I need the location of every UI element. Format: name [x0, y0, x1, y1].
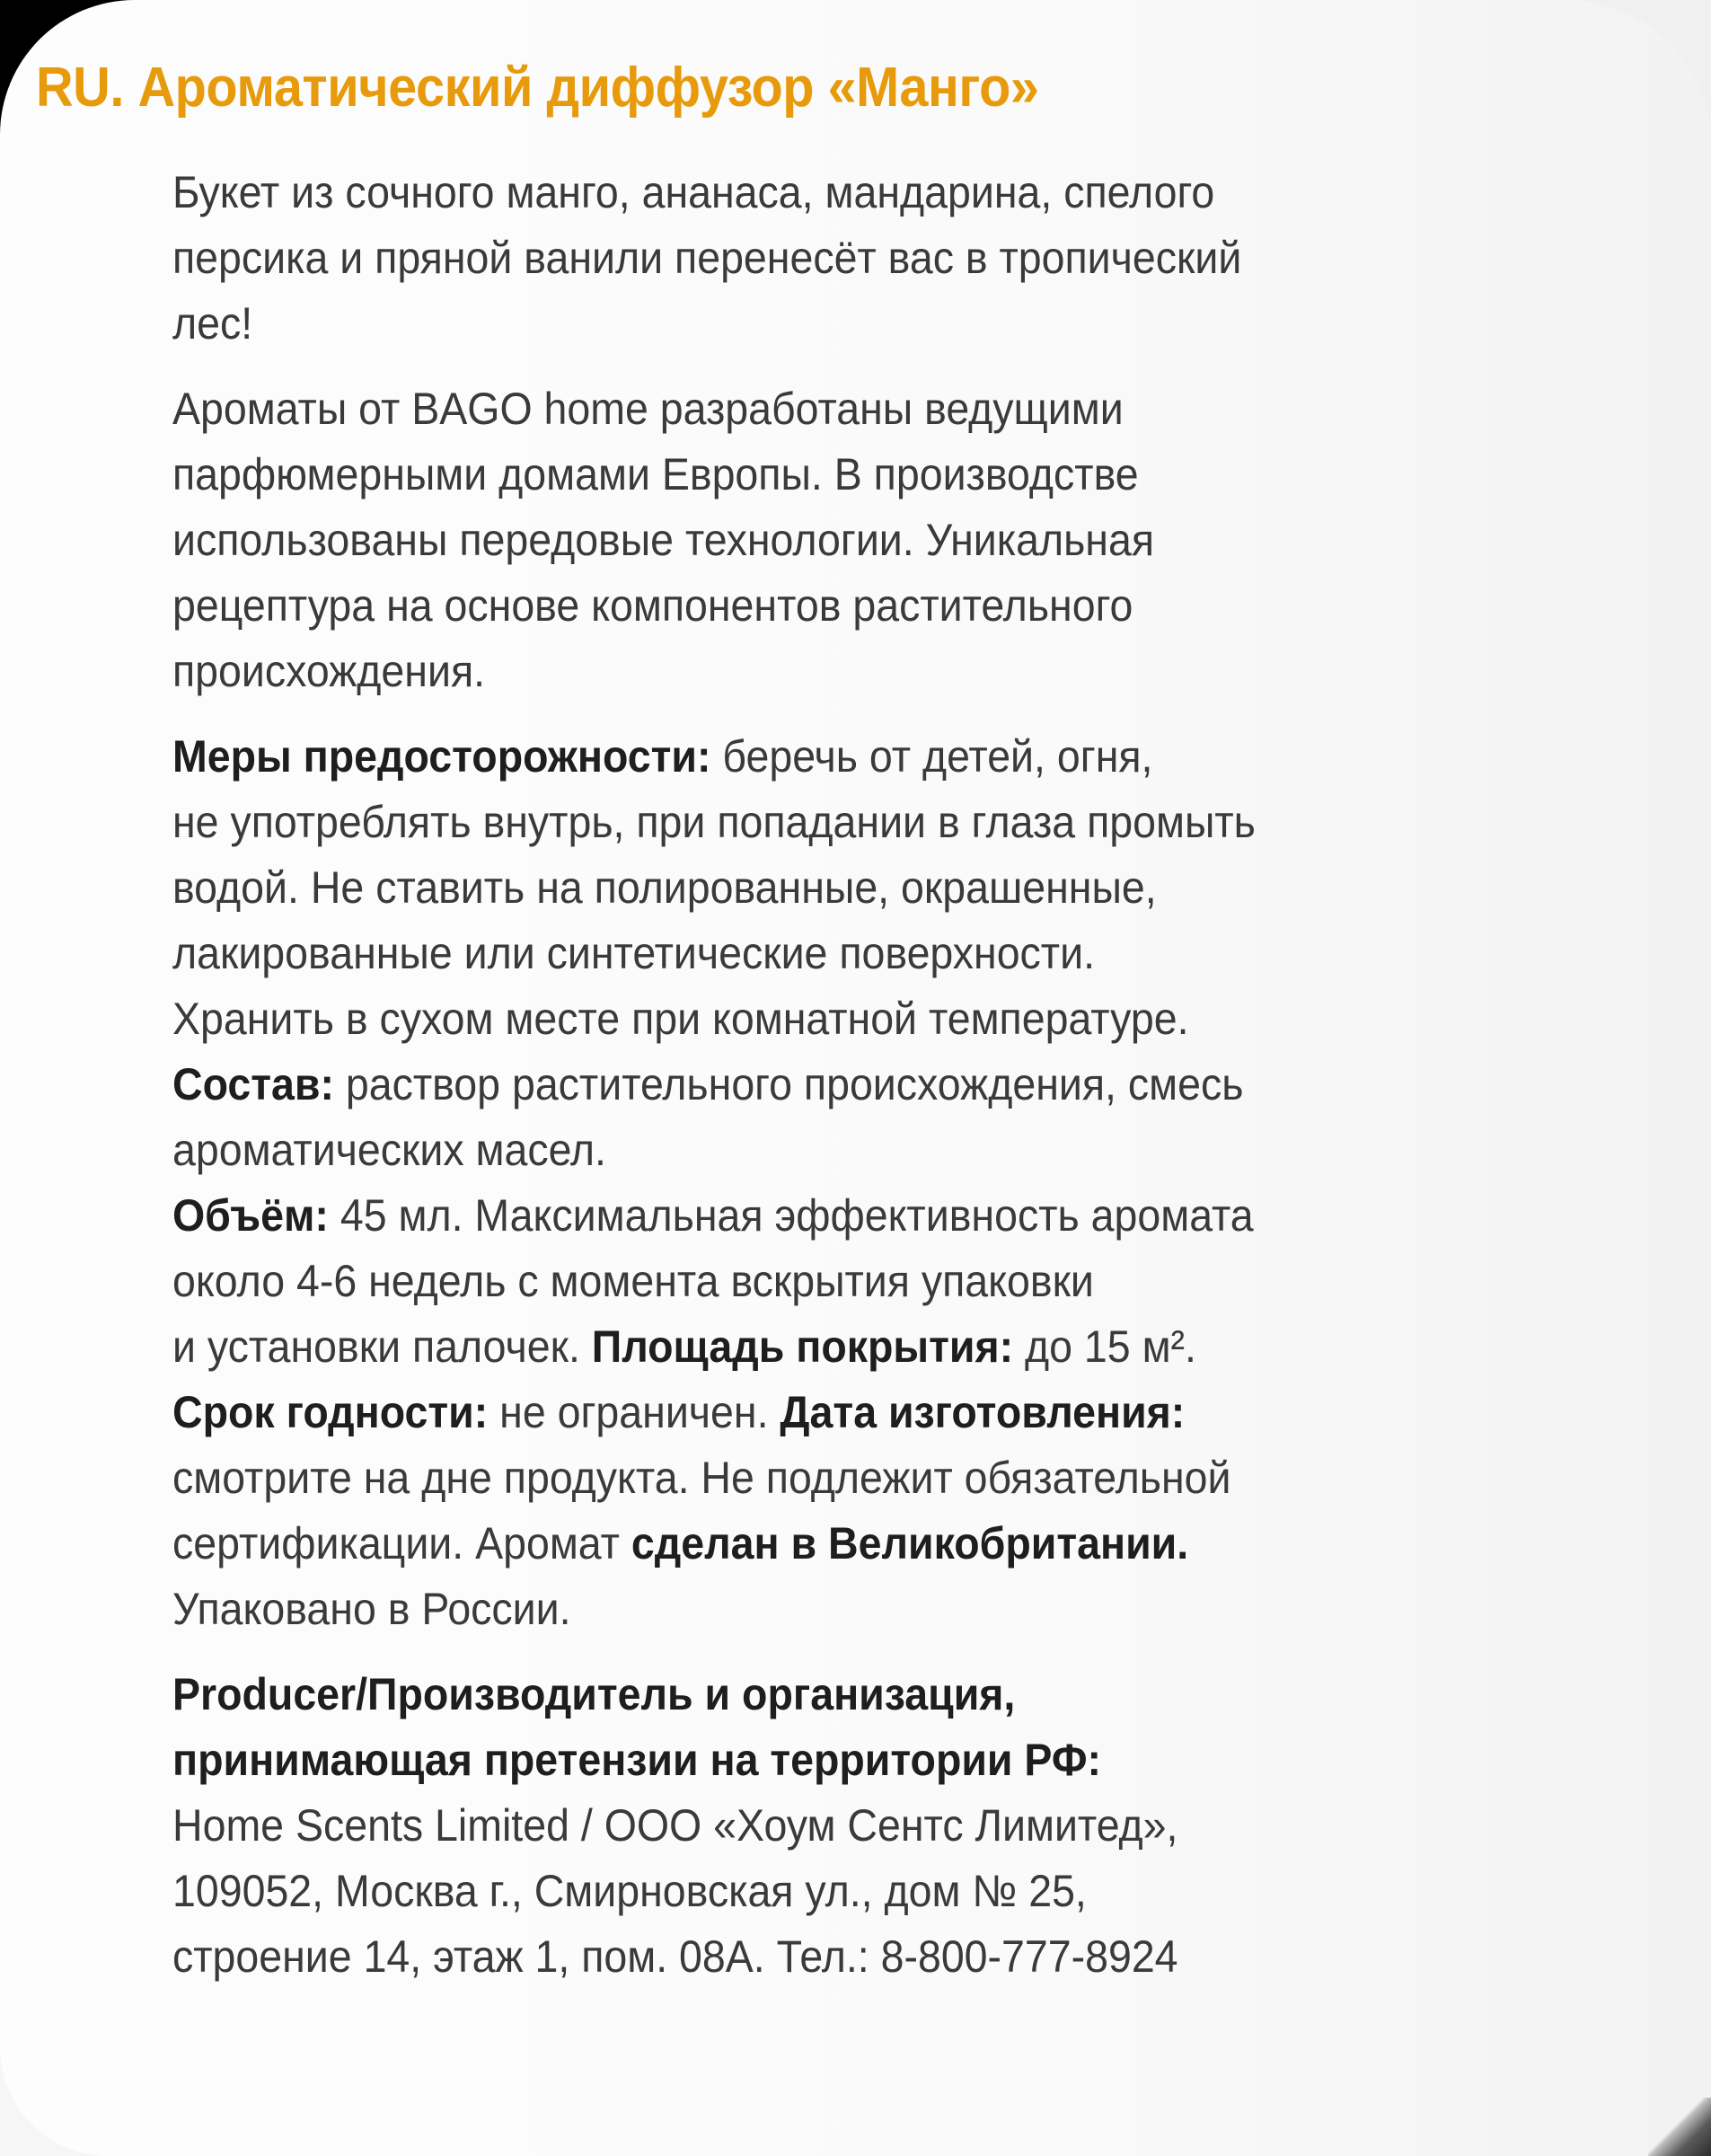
volume-text: 45 мл. Максимальная эффективность аромата — [328, 1190, 1254, 1241]
storage-line: Хранить в сухом месте при комнатной температуре. — [172, 994, 1189, 1044]
producer-paragraph — [172, 1662, 1526, 1990]
product-title: RU. Ароматический диффузор «Манго» — [36, 57, 1039, 119]
intro-line: персика и пряной ванили перенесёт вас в тропический — [172, 233, 1242, 283]
producer-address: 109052, Москва г., Смирновская ул., дом № 25, — [172, 1866, 1087, 1916]
precautions-line: лакированные или синтетические поверхности. — [172, 928, 1095, 978]
page-curl-corner — [1648, 2098, 1711, 2156]
volume-text: и установки палочек. — [172, 1321, 592, 1372]
packed-in-line: Упаковано в России. — [172, 1584, 571, 1634]
composition-text: раствор растительного происхождения, смесь — [333, 1059, 1244, 1109]
composition-label: Состав: — [172, 1059, 334, 1109]
volume-line: около 4-6 недель с момента вскрытия упаковки — [172, 1256, 1094, 1306]
shelf-life-label: Срок годности: — [172, 1387, 489, 1437]
precautions-label: Меры предосторожности: — [172, 731, 711, 782]
about-line: рецептура на основе компонентов растительного — [172, 580, 1133, 631]
precautions-text: беречь от детей, огня, — [710, 731, 1153, 782]
manufacture-date-label: Дата изготовления: — [780, 1387, 1186, 1437]
shelf-life-line — [172, 1380, 1526, 1445]
about-line: происхождения. — [172, 646, 486, 696]
intro-paragraph — [172, 160, 1526, 357]
about-paragraph — [172, 376, 1526, 704]
coverage-label: Площадь покрытия: — [591, 1321, 1014, 1372]
about-line: использованы передовые технологии. Уникальная — [172, 515, 1155, 565]
volume-line — [172, 1183, 1526, 1249]
composition-line: ароматических масел. — [172, 1125, 606, 1175]
certification-text: сертификации. Аромат — [172, 1518, 631, 1568]
producer-label: Producer/Производитель и организация, — [172, 1669, 1016, 1719]
producer-address: строение 14, этаж 1, пом. 08А. Тел.: 8-800-777-8924 — [172, 1931, 1178, 1982]
coverage-value: до 15 м². — [1013, 1321, 1196, 1372]
details-paragraph — [172, 724, 1526, 1642]
shelf-life-value: не ограничен. — [488, 1387, 781, 1437]
manufacture-line: смотрите на дне продукта. Не подлежит обязательной — [172, 1453, 1231, 1503]
producer-label: принимающая претензии на территории РФ: — [172, 1735, 1102, 1785]
certification-line — [172, 1511, 1526, 1577]
precautions-line — [172, 724, 1526, 790]
intro-line: лес! — [172, 298, 253, 349]
about-line: парфюмерными домами Европы. В производстве — [172, 449, 1139, 499]
about-line: Ароматы от BAGO home разработаны ведущими — [172, 384, 1124, 434]
precautions-line: не употреблять внутрь, при попадании в глаза промыть — [172, 797, 1256, 847]
volume-coverage-line — [172, 1314, 1526, 1380]
made-in-text: сделан в Великобритании. — [631, 1518, 1189, 1568]
intro-line: Букет из сочного манго, ананаса, мандарина, спелого — [172, 167, 1215, 217]
producer-company: Home Scents Limited / ООО «Хоум Сентс Лимитед», — [172, 1800, 1178, 1851]
volume-label: Объём: — [172, 1190, 329, 1241]
composition-line — [172, 1052, 1526, 1118]
precautions-line: водой. Не ставить на полированные, окрашенные, — [172, 862, 1157, 913]
label-body — [172, 160, 1526, 1990]
